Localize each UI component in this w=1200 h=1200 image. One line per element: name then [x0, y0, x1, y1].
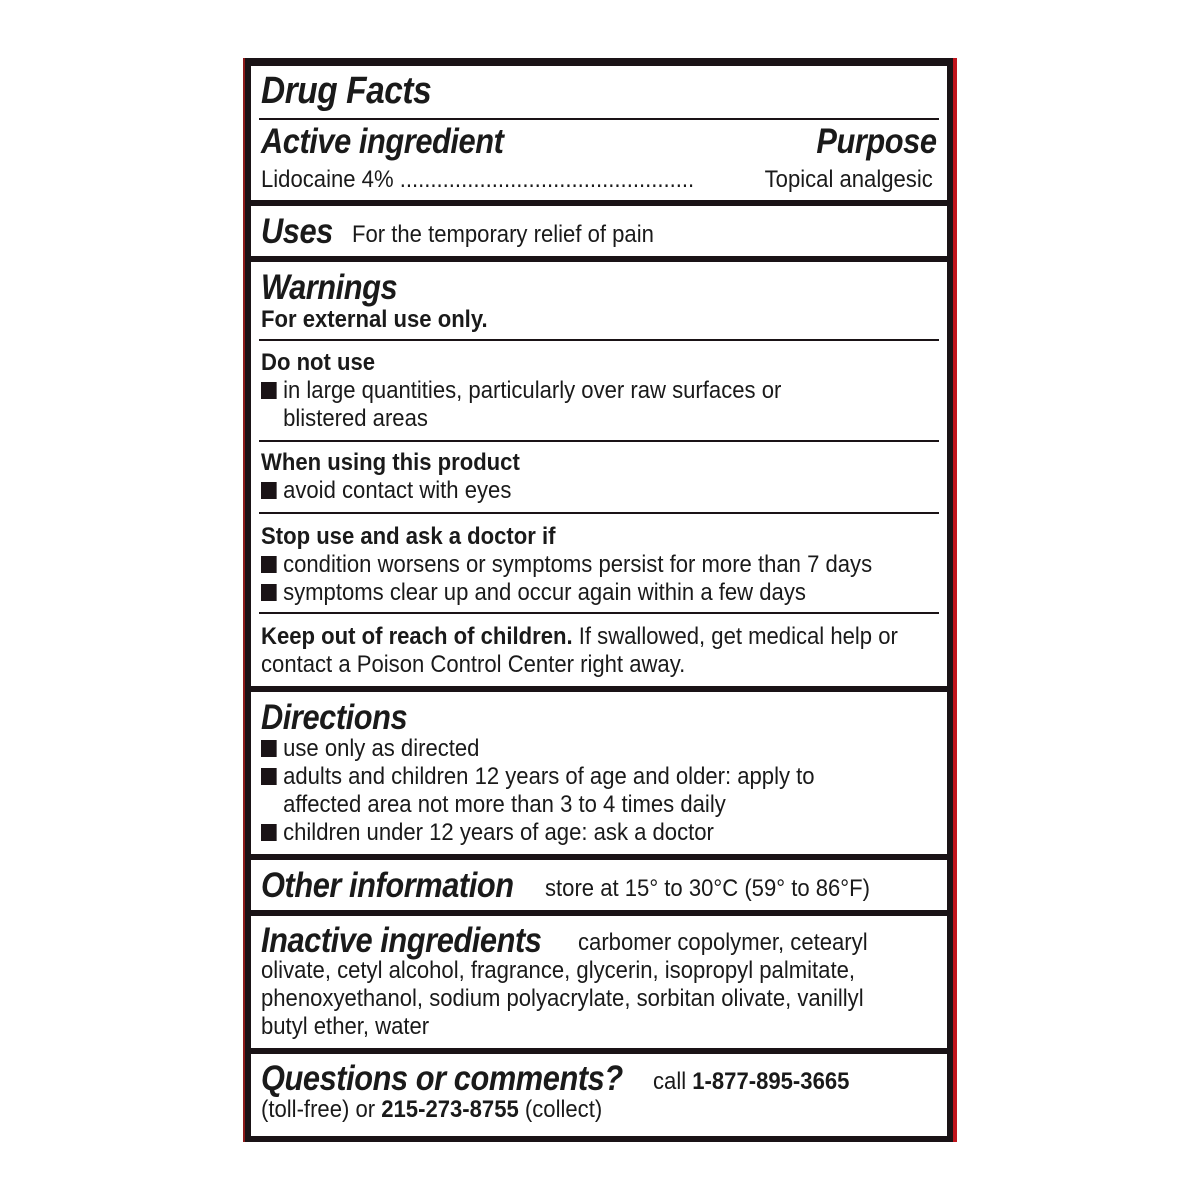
- other-information-section: [251, 860, 947, 910]
- directions-section: [251, 692, 947, 854]
- bullet-icon: [261, 382, 277, 399]
- questions-heading: Questions or comments?: [261, 1059, 623, 1098]
- uses-heading: Uses: [261, 212, 333, 251]
- toll-free-phone: 1-877-895-3665: [692, 1068, 850, 1095]
- drug-facts-title: Drug Facts: [261, 70, 432, 112]
- when-using-heading: When using this product: [261, 449, 520, 476]
- other-information-heading: Other information: [261, 866, 514, 905]
- uses-section: [251, 206, 947, 256]
- bullet-icon: [261, 482, 277, 499]
- panel-left-edge: [243, 58, 245, 1142]
- inactive-ingredients-heading: Inactive ingredients: [261, 921, 542, 960]
- directions-item-cont: affected area not more than 3 to 4 times daily: [283, 791, 726, 818]
- warnings-divider-4: [259, 612, 939, 614]
- keep-out-text: If swallowed, get medical help or: [578, 623, 898, 650]
- collect-phone: 215-273-8755: [381, 1096, 519, 1123]
- do-not-use-item: in large quantities, particularly over raw surfaces or: [261, 377, 781, 405]
- inactive-ingredients-text: butyl ether, water: [261, 1013, 430, 1040]
- bullet-icon: [261, 556, 277, 573]
- do-not-use-heading: Do not use: [261, 349, 376, 376]
- inactive-ingredients-text: carbomer copolymer, cetearyl: [578, 929, 868, 956]
- title-divider: [259, 118, 939, 120]
- warnings-section: [251, 262, 947, 686]
- directions-heading: Directions: [261, 698, 408, 737]
- bullet-icon: [261, 768, 277, 785]
- directions-item: children under 12 years of age: ask a doctor: [261, 819, 815, 847]
- warnings-divider-3: [259, 512, 939, 514]
- panel-right-edge: [953, 58, 957, 1142]
- keep-out-heading: Keep out of reach of children.: [261, 623, 573, 650]
- warnings-heading: Warnings: [261, 268, 398, 307]
- stop-use-heading: Stop use and ask a doctor if: [261, 523, 556, 550]
- do-not-use-item-cont: blistered areas: [283, 405, 428, 432]
- collect-label: (collect): [524, 1096, 603, 1123]
- directions-item: use only as directed: [261, 735, 815, 763]
- purpose-value: Topical analgesic: [764, 166, 933, 193]
- bullet-icon: [261, 740, 277, 757]
- inactive-ingredients-text: phenoxyethanol, sodium polyacrylate, sorbitan olivate, vanillyl: [261, 985, 864, 1012]
- bullet-icon: [261, 584, 277, 601]
- active-ingredient-heading: Active ingredient: [261, 122, 504, 161]
- warnings-divider-1: [259, 339, 939, 341]
- bullet-icon: [261, 824, 277, 841]
- storage-text: store at 15° to 30°C (59° to 86°F): [545, 875, 870, 902]
- inactive-ingredients-text: olivate, cetyl alcohol, fragrance, glycerin, isopropyl palmitate,: [261, 957, 856, 984]
- external-use-text: For external use only.: [261, 306, 488, 333]
- purpose-heading: Purpose: [816, 122, 937, 161]
- call-label: call: [653, 1068, 687, 1095]
- keep-out-text-cont: contact a Poison Control Center right away.: [261, 651, 686, 678]
- keep-out-line: [261, 623, 898, 651]
- stop-use-item: symptoms clear up and occur again within a few days: [261, 579, 872, 607]
- active-ingredient-section: [251, 66, 947, 200]
- stop-use-item: condition worsens or symptoms persist for more than 7 days: [261, 551, 872, 579]
- toll-free-label: (toll-free) or: [261, 1096, 376, 1123]
- when-using-item: avoid contact with eyes: [261, 477, 520, 505]
- warnings-divider-2: [259, 440, 939, 442]
- uses-text: For the temporary relief of pain: [352, 221, 654, 248]
- directions-item: adults and children 12 years of age and older: apply to: [261, 763, 815, 791]
- leader-dots: ................................................: [399, 166, 695, 193]
- inactive-ingredients-section: [251, 916, 947, 1048]
- active-ingredient-name: Lidocaine 4%: [261, 166, 394, 193]
- questions-section: [251, 1054, 947, 1136]
